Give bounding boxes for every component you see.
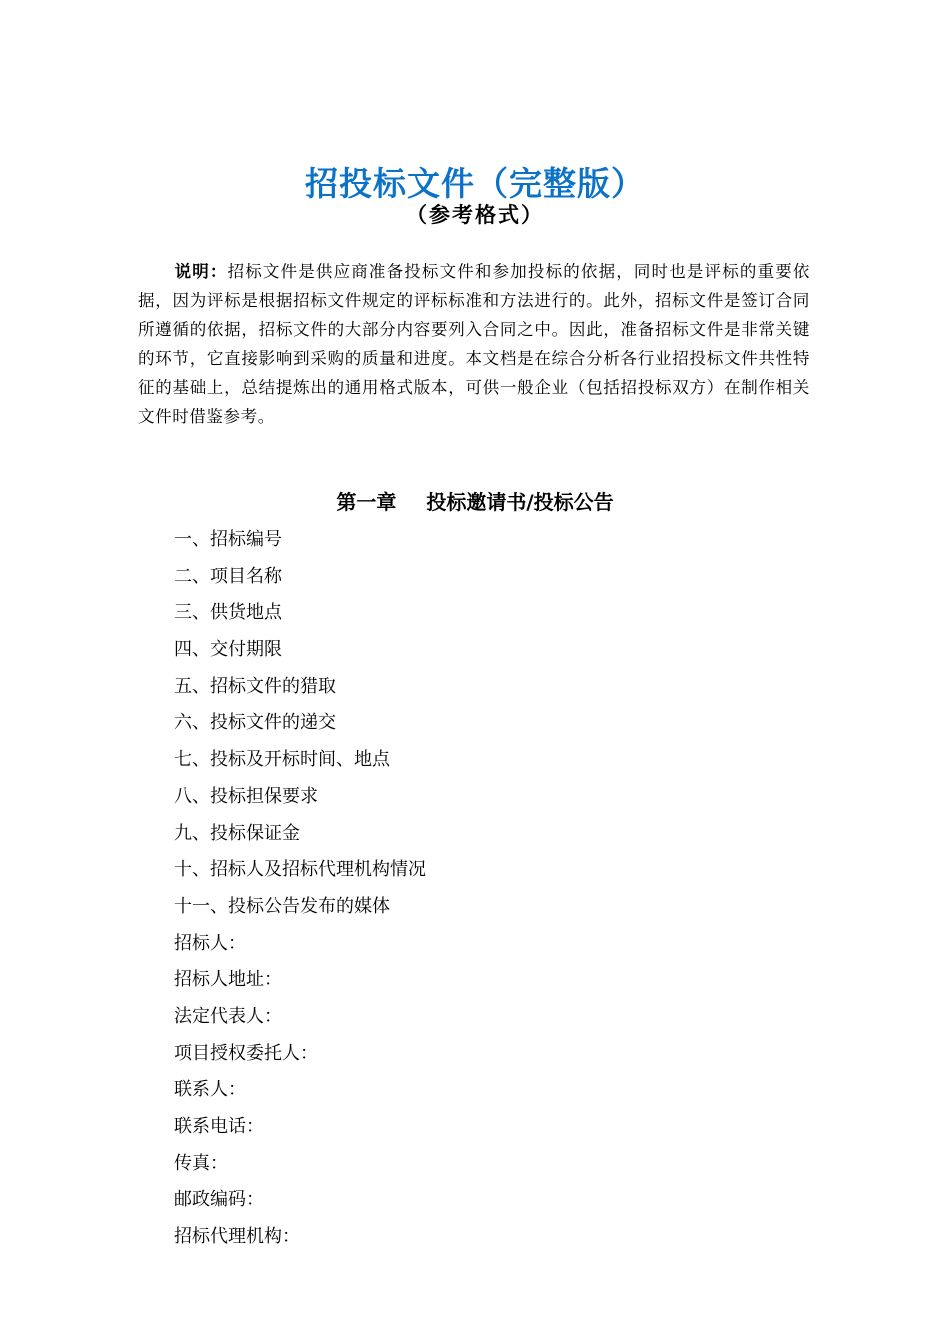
list-item: 邮政编码： xyxy=(174,1189,264,1211)
list-item: 十、招标人及招标代理机构情况 xyxy=(174,859,426,881)
chapter-item-list xyxy=(174,525,426,1259)
list-item: 五、招标文件的猎取 xyxy=(174,675,336,697)
document-title: 招投标文件（完整版） xyxy=(305,164,645,203)
list-item: 联系人： xyxy=(174,1079,246,1101)
list-item: 一、招标编号 xyxy=(174,529,282,550)
list-item: 法定代表人： xyxy=(174,1005,282,1027)
chapter-number: 第一章 xyxy=(336,490,397,514)
list-item: 招标代理机构： xyxy=(174,1226,300,1248)
list-item: 传真： xyxy=(174,1152,228,1174)
chapter-title: 投标邀请书/投标公告 xyxy=(426,490,614,514)
list-item: 七、投标及开标时间、地点 xyxy=(174,749,390,771)
description-body: 招标文件是供应商准备投标文件和参加投标的依据，同时也是评标的重要依据，因为评标是根据招标文件规定的评标标准和方法进行的。此外，招标文件是签订合同所遵循的依据，招标文件的大部分内容要列入合同之中。因此，准备招标文件是非常关键的环节，它直接影响到采购的质量和进度。本文档是在综合分析各行业招投标文件共性特征的基础上，总结提炼出的通用格式版本，可供一般企业（包括招投标双方）在制作相关文件时借鉴参考。 xyxy=(138,262,810,426)
chapter-heading xyxy=(0,486,950,515)
list-item: 招标人： xyxy=(174,932,246,954)
list-item: 招标人地址： xyxy=(174,969,282,991)
list-item: 九、投标保证金 xyxy=(174,822,300,844)
list-item: 四、交付期限 xyxy=(174,639,282,661)
list-item: 八、投标担保要求 xyxy=(174,785,318,807)
list-item: 十一、投标公告发布的媒体 xyxy=(174,895,390,917)
description-paragraph xyxy=(138,257,810,431)
description-lead: 说明： xyxy=(174,262,228,281)
document-subtitle: （参考格式） xyxy=(406,202,544,227)
list-item: 二、项目名称 xyxy=(174,565,282,587)
list-item: 三、供货地点 xyxy=(174,602,282,624)
list-item: 联系电话： xyxy=(174,1116,264,1137)
list-item: 六、投标文件的递交 xyxy=(174,712,336,734)
list-item: 项目授权委托人： xyxy=(174,1042,318,1064)
